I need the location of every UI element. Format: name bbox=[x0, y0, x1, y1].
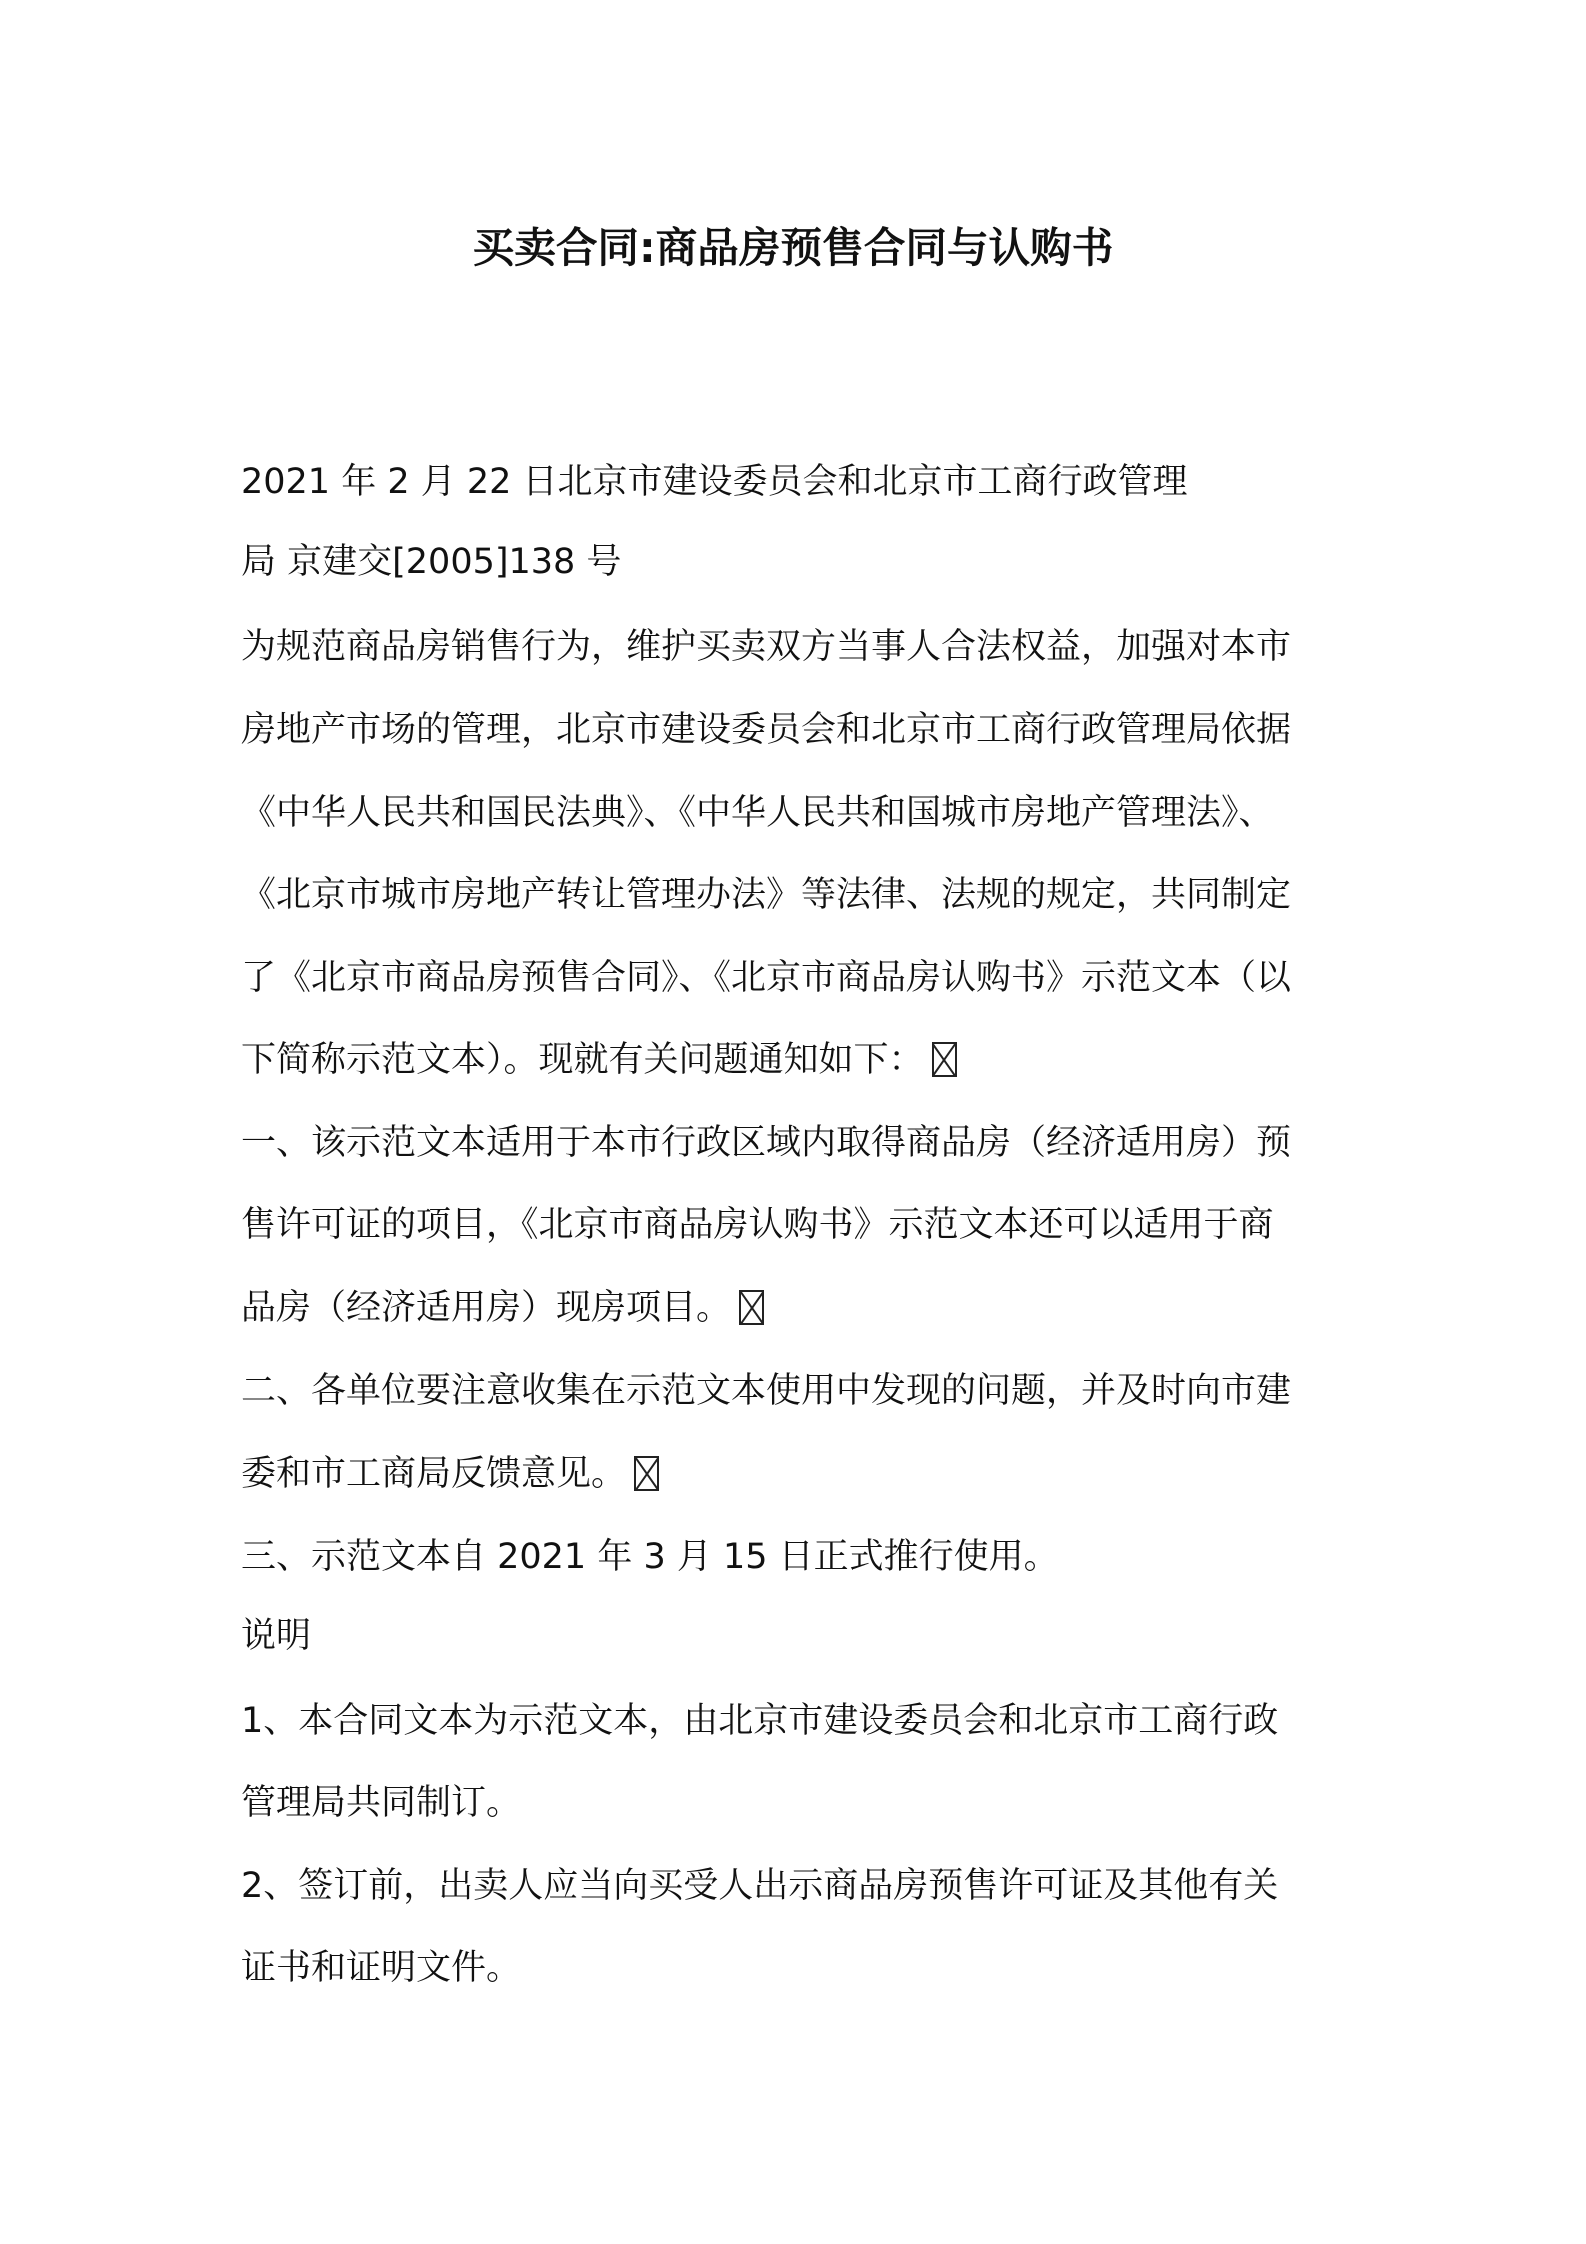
text-line: 一、该示范文本适用于本市行政区域内取得商品房（经济适用房）预 bbox=[241, 1123, 1292, 1163]
text-line: 1、本合同文本为示范文本，由北京市建设委员会和北京市工商行政 bbox=[241, 1701, 1279, 1741]
text-line: 说明 bbox=[241, 1616, 312, 1656]
text-line: 品房（经济适用房）现房项目。 bbox=[241, 1284, 764, 1332]
text-line: 委和市工商局反馈意见。 bbox=[241, 1450, 659, 1498]
text-line: 二、各单位要注意收集在示范文本使用中发现的问题，并及时向市建 bbox=[241, 1371, 1292, 1411]
text-line: 《北京市城市房地产转让管理办法》等法律、法规的规定，共同制定 bbox=[241, 875, 1292, 915]
text-line: 房地产市场的管理，北京市建设委员会和北京市工商行政管理局依据 bbox=[241, 710, 1292, 750]
missing-glyph-icon bbox=[634, 1456, 659, 1491]
text-line: 售许可证的项目，《北京市商品房认购书》示范文本还可以适用于商 bbox=[241, 1205, 1274, 1245]
text-line: 了《北京市商品房预售合同》、《北京市商品房认购书》示范文本（以 bbox=[241, 958, 1292, 998]
missing-glyph-icon bbox=[739, 1290, 764, 1325]
text-line: 2、签订前，出卖人应当向买受人出示商品房预售许可证及其他有关 bbox=[241, 1866, 1279, 1906]
text-line: 下简称示范文本）。现就有关问题通知如下： bbox=[241, 1036, 957, 1084]
text-line: 《中华人民共和国民法典》、《中华人民共和国城市房地产管理法》、 bbox=[241, 793, 1274, 833]
text-line: 三、示范文本自 2021 年 3 月 15 日正式推行使用。 bbox=[241, 1537, 1059, 1577]
text-line: 管理局共同制订。 bbox=[241, 1783, 522, 1823]
missing-glyph-icon bbox=[932, 1042, 957, 1077]
text-line: 证书和证明文件。 bbox=[241, 1948, 522, 1988]
text-line: 2021 年 2 月 22 日北京市建设委员会和北京市工商行政管理 bbox=[241, 462, 1188, 502]
text-line: 为规范商品房销售行为，维护买卖双方当事人合法权益，加强对本市 bbox=[241, 627, 1292, 667]
text-line: 局 京建交[2005]138 号 bbox=[241, 542, 622, 582]
document-title: 买卖合同:商品房预售合同与认购书 bbox=[472, 223, 1114, 272]
